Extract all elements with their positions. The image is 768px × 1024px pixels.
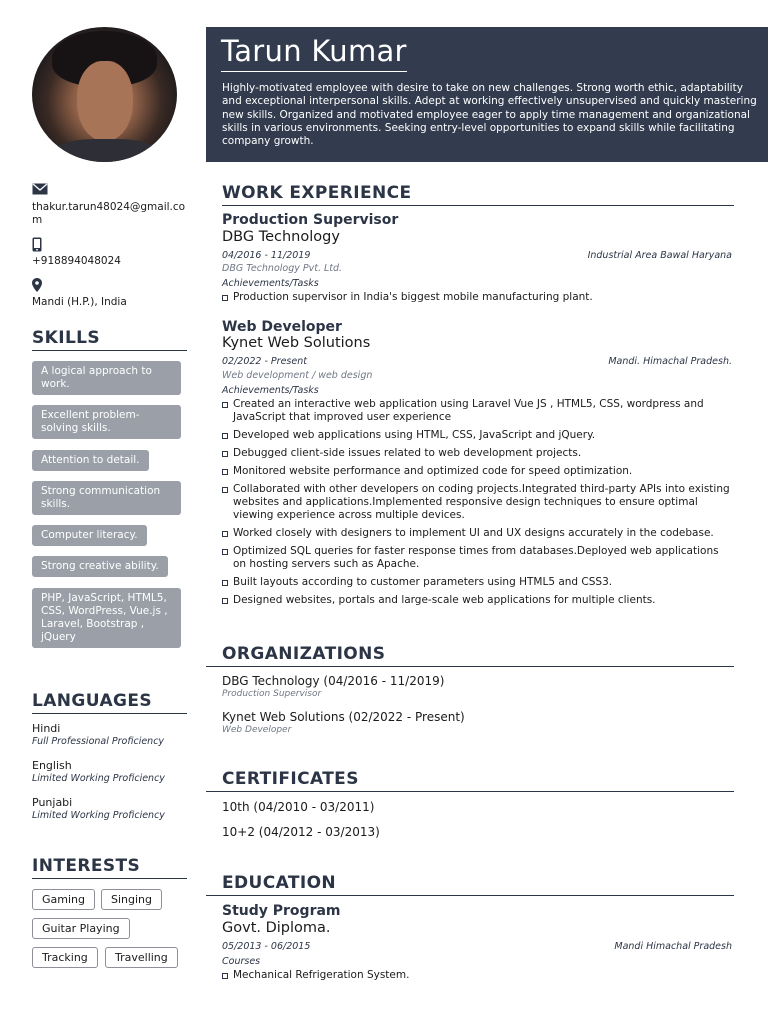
skills-heading: SKILLS	[32, 328, 187, 351]
tasks-label: Achievements/Tasks	[222, 385, 319, 396]
skill-badge: Attention to detail.	[32, 450, 149, 471]
bullet-square-icon	[222, 531, 228, 537]
job-company: DBG Technology	[222, 229, 340, 245]
skill-badge: Computer literacy.	[32, 525, 147, 546]
organization-name: Kynet Web Solutions (02/2022 - Present)	[222, 710, 465, 724]
bullet-square-icon	[222, 549, 228, 555]
bullet-square-icon	[222, 487, 228, 493]
task-list	[222, 398, 734, 612]
interest-tag: Guitar Playing	[32, 918, 130, 939]
bullet-square-icon	[222, 433, 228, 439]
job-role: Production Supervisor	[222, 212, 399, 228]
contact-email[interactable]	[32, 183, 187, 227]
organization-role: Web Developer	[222, 725, 292, 735]
interest-tag: Singing	[101, 889, 162, 910]
certificate-item: 10th (04/2010 - 03/2011)	[222, 800, 375, 814]
task-list	[222, 291, 734, 309]
list-item: Monitored website performance and optimized code for speed optimization.	[222, 465, 734, 478]
job-dates: 02/2022 - Present	[222, 356, 307, 367]
work-experience-heading: WORK EXPERIENCE	[222, 183, 734, 206]
job-dates: 04/2016 - 11/2019	[222, 250, 311, 261]
interest-tag: Gaming	[32, 889, 95, 910]
language-level: Limited Working Proficiency	[32, 810, 165, 821]
organization-name: DBG Technology (04/2016 - 11/2019)	[222, 674, 445, 688]
certificate-item: 10+2 (04/2012 - 03/2013)	[222, 825, 380, 839]
bullet-square-icon	[222, 580, 228, 586]
list-item: Developed web applications using HTML, CSS, JavaScript and jQuery.	[222, 429, 734, 442]
bullet-square-icon	[222, 598, 228, 604]
envelope-icon	[32, 183, 187, 197]
contact-phone	[32, 237, 187, 268]
profile-photo	[32, 27, 177, 162]
phone-icon	[32, 237, 187, 251]
bullet-square-icon	[222, 973, 228, 979]
list-item: Optimized SQL queries for faster response times from databases.Deployed web applications on hosting servers such as Apache.	[222, 545, 734, 571]
candidate-name: Tarun Kumar	[221, 34, 407, 72]
job-role: Web Developer	[222, 319, 342, 335]
bullet-square-icon	[222, 469, 228, 475]
skill-badge: Strong communication skills.	[32, 481, 181, 515]
list-item: Mechanical Refrigeration System.	[222, 969, 734, 982]
contact-location	[32, 278, 187, 309]
bullet-square-icon	[222, 295, 228, 301]
languages-heading: LANGUAGES	[32, 691, 187, 714]
list-item: Worked closely with designers to implement UI and UX designs accurately in the codebase.	[222, 527, 734, 540]
skill-badge: PHP, JavaScript, HTML5, CSS, WordPress, Vue.js , Laravel, Bootstrap , jQuery	[32, 588, 181, 648]
profile-summary: Highly-motivated employee with desire to take on new challenges. Strong worth ethic, adaptability and exceptional interpersonal skills. Adept at working effectively unsupervised and quickly mastering new skills. Organized and motivated employee eager to apply time management and organizational skills in various environments. Seeking entry-level opportunities to expand skills while facilitating company growth.	[222, 82, 757, 148]
phone-text: +918894048024	[32, 255, 121, 267]
list-item: Debugged client-side issues related to web development projects.	[222, 447, 734, 460]
list-item: Created an interactive web application using Laravel Vue JS , HTML5, CSS, wordpress and JavaScript that improved user experience	[222, 398, 734, 424]
certificates-heading: CERTIFICATES	[206, 769, 734, 792]
interest-tag: Travelling	[105, 947, 178, 968]
list-item: Designed websites, portals and large-scale web applications for multiple clients.	[222, 594, 734, 607]
job-location: Mandi. Himachal Pradesh.	[608, 356, 732, 367]
education-school: Govt. Diploma.	[222, 920, 331, 936]
job-description: Web development / web design	[222, 370, 373, 381]
education-program: Study Program	[222, 903, 341, 919]
map-pin-icon	[32, 278, 187, 292]
course-list	[222, 969, 734, 987]
location-text: Mandi (H.P.), India	[32, 296, 127, 308]
language-name: Punjabi	[32, 796, 73, 809]
header-banner	[206, 27, 768, 162]
language-level: Limited Working Proficiency	[32, 773, 165, 784]
sidebar	[0, 0, 206, 1024]
organizations-heading: ORGANIZATIONS	[206, 644, 734, 667]
interests-heading: INTERESTS	[32, 856, 187, 879]
language-name: English	[32, 759, 72, 772]
language-level: Full Professional Proficiency	[32, 736, 165, 747]
tasks-label: Achievements/Tasks	[222, 278, 319, 289]
job-location: Industrial Area Bawal Haryana	[587, 250, 732, 261]
job-company: Kynet Web Solutions	[222, 335, 371, 351]
list-item: Production supervisor in India's biggest mobile manufacturing plant.	[222, 291, 734, 304]
bullet-square-icon	[222, 451, 228, 457]
education-dates: 05/2013 - 06/2015	[222, 941, 311, 952]
skill-badge: A logical approach to work.	[32, 361, 181, 395]
education-heading: EDUCATION	[206, 873, 734, 896]
skill-badge: Strong creative ability.	[32, 556, 168, 577]
courses-label: Courses	[222, 956, 261, 967]
email-text[interactable]: thakur.tarun48024@gmail.com	[32, 201, 186, 226]
interest-tag: Tracking	[32, 947, 98, 968]
skill-badge: Excellent problem-solving skills.	[32, 405, 181, 439]
list-item: Built layouts according to customer parameters using HTML5 and CSS3.	[222, 576, 734, 589]
list-item: Collaborated with other developers on coding projects.Integrated third-party APIs into existing websites and applications.Implemented responsive design techniques to ensure optimal viewing experience across multiple devices.	[222, 483, 734, 522]
organization-role: Production Supervisor	[222, 689, 322, 699]
job-description: DBG Technology Pvt. Ltd.	[222, 263, 343, 274]
bullet-square-icon	[222, 402, 228, 408]
language-name: Hindi	[32, 722, 61, 735]
education-location: Mandi Himachal Pradesh	[614, 941, 732, 952]
